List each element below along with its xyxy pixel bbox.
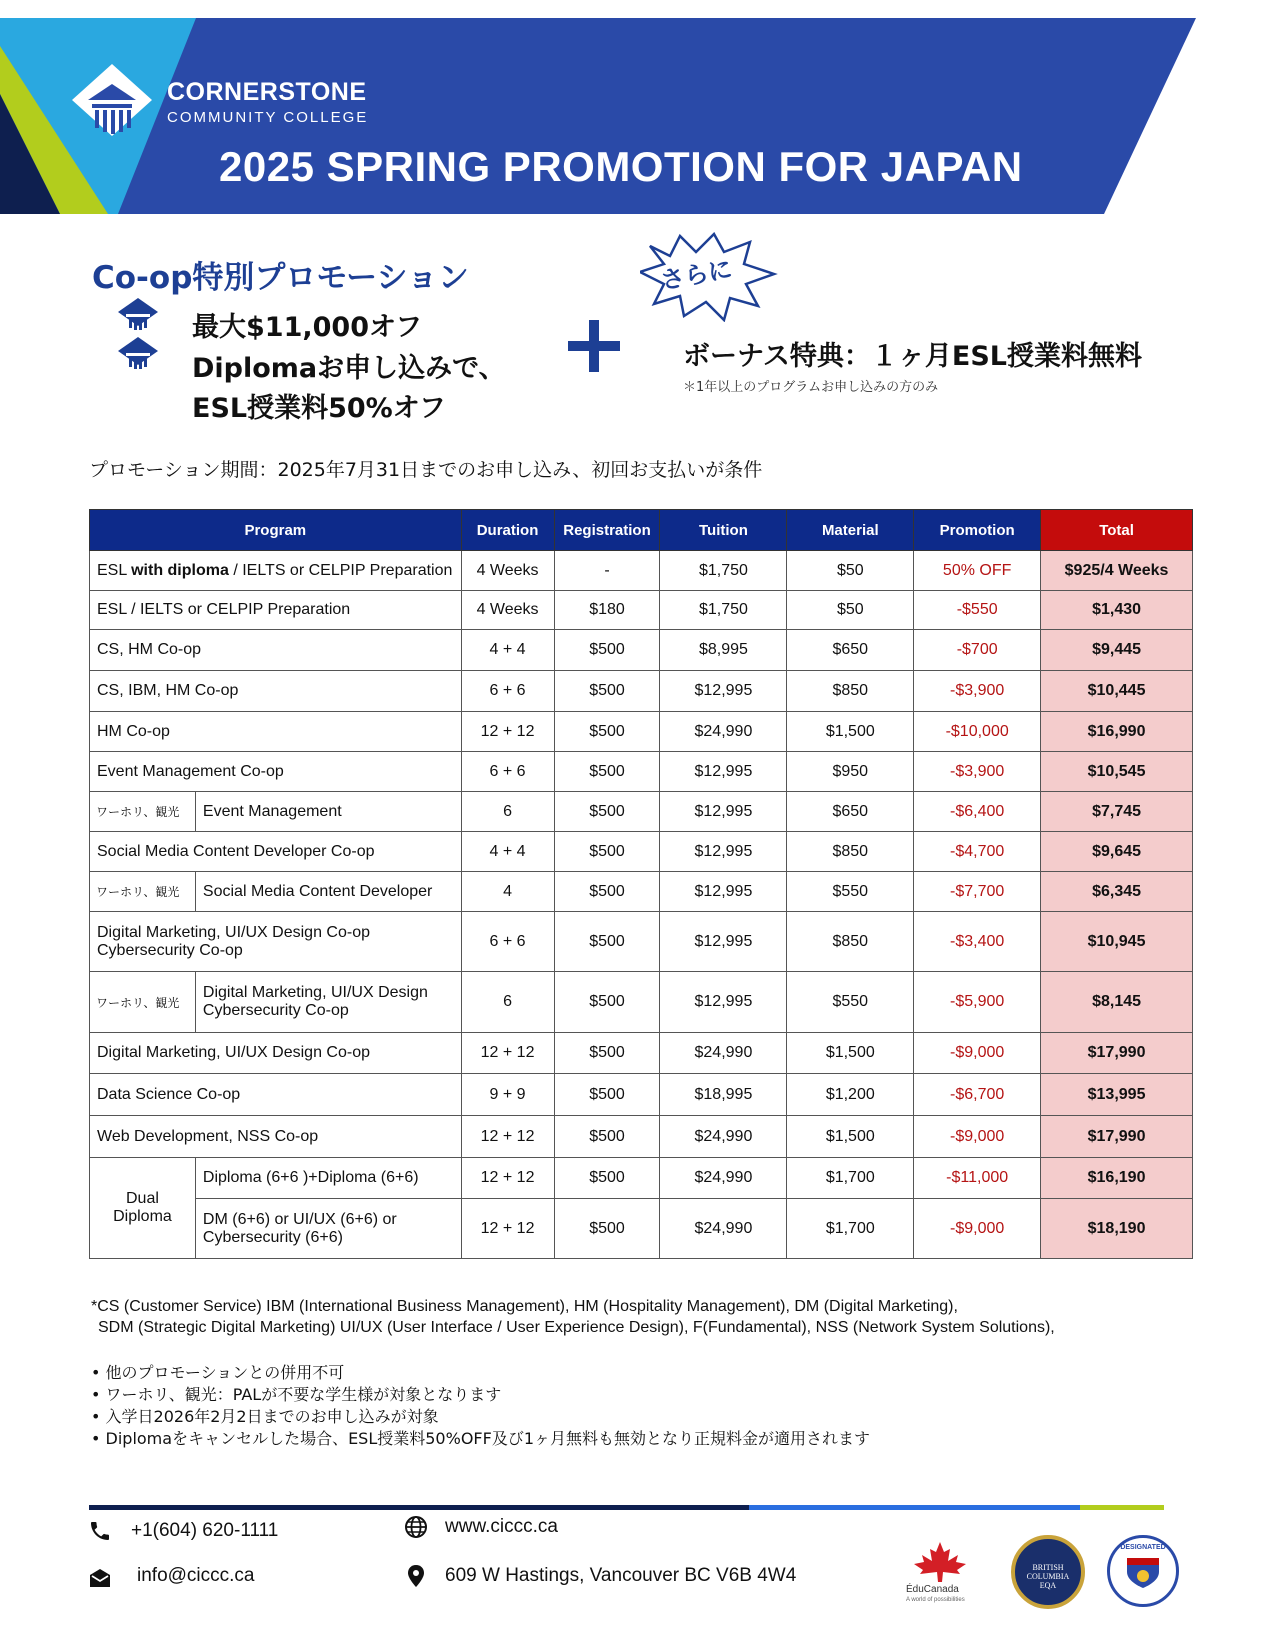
table-row xyxy=(90,872,1193,912)
material-cell: $50 xyxy=(787,591,914,630)
program-cell: HM Co-op xyxy=(90,712,462,752)
tuition-cell: $12,995 xyxy=(660,972,787,1033)
program-text: / IELTS or CELPIP Preparation xyxy=(228,561,453,579)
registration-cell: $500 xyxy=(554,792,660,832)
program-cell xyxy=(195,972,461,1033)
table-header-row xyxy=(90,510,1193,551)
footer-divider xyxy=(89,1505,749,1510)
registration-cell: $500 xyxy=(554,1158,660,1199)
program-line: Digital Marketing, UI/UX Design xyxy=(202,984,428,1001)
total-cell: $8,145 xyxy=(1041,972,1193,1033)
program-cell xyxy=(90,551,462,591)
phone-icon xyxy=(88,1519,112,1543)
program-cell: Event Management xyxy=(195,792,461,832)
promo-esl-discount: ESL授業料50%オフ xyxy=(192,393,446,424)
college-logo-icon xyxy=(72,64,152,142)
visa-tag-cell: ワーホリ、観光 xyxy=(90,792,196,832)
material-cell: $850 xyxy=(787,912,914,972)
duration-cell: 4 + 4 xyxy=(461,832,554,872)
dual-label: Dual xyxy=(126,1190,159,1207)
program-cell: ESL / IELTS or CELPIP Preparation xyxy=(90,591,462,630)
material-cell: $1,500 xyxy=(787,712,914,752)
duration-cell: 6 + 6 xyxy=(461,752,554,792)
tuition-cell: $1,750 xyxy=(660,551,787,591)
col-header-material: Material xyxy=(787,510,914,551)
tuition-cell: $18,995 xyxy=(660,1074,787,1116)
street-address: 609 W Hastings, Vancouver BC V6B 4W4 xyxy=(445,1565,797,1586)
table-row xyxy=(90,712,1193,752)
table-row xyxy=(90,832,1193,872)
col-header-duration: Duration xyxy=(461,510,554,551)
program-cell: Data Science Co-op xyxy=(90,1074,462,1116)
promotion-cell: -$9,000 xyxy=(914,1033,1041,1074)
promotion-cell: -$7,700 xyxy=(914,872,1041,912)
dual-label: Diploma xyxy=(113,1208,172,1225)
abbreviations-line: *CS (Customer Service) IBM (International Business Management), HM (Hospitality Management), DM (Digital Marketing), xyxy=(91,1298,958,1315)
material-cell: $1,700 xyxy=(787,1158,914,1199)
material-cell: $1,700 xyxy=(787,1199,914,1259)
table-row xyxy=(90,591,1193,630)
page-headline: 2025 SPRING PROMOTION FOR JAPAN xyxy=(219,143,1023,190)
pillar-bullet-icon xyxy=(118,337,158,371)
tuition-cell: $24,990 xyxy=(660,1199,787,1259)
mail-icon xyxy=(88,1566,112,1590)
total-cell: $9,645 xyxy=(1041,832,1193,872)
promotion-cell: -$9,000 xyxy=(914,1116,1041,1158)
material-cell: $850 xyxy=(787,671,914,712)
material-cell: $1,500 xyxy=(787,1033,914,1074)
educanada-tagline: A world of possibilities xyxy=(906,1597,965,1603)
registration-cell: $500 xyxy=(554,1116,660,1158)
location-pin-icon xyxy=(404,1564,428,1588)
program-cell: Event Management Co-op xyxy=(90,752,462,792)
program-cell: Web Development, NSS Co-op xyxy=(90,1116,462,1158)
pricing-table xyxy=(89,509,1193,1259)
brand-subtitle: COMMUNITY COLLEGE xyxy=(167,109,369,126)
registration-cell: $500 xyxy=(554,630,660,671)
plus-icon xyxy=(568,320,620,372)
tuition-cell: $24,990 xyxy=(660,1116,787,1158)
program-cell: Diploma (6+6 )+Diploma (6+6) xyxy=(195,1158,461,1199)
registration-cell: - xyxy=(554,551,660,591)
bc-eqa-seal xyxy=(1011,1535,1085,1609)
pillar-bullet-icon xyxy=(118,298,158,332)
table-row xyxy=(90,1033,1193,1074)
tuition-cell: $1,750 xyxy=(660,591,787,630)
table-row xyxy=(90,671,1193,712)
program-cell xyxy=(90,912,462,972)
promotion-cell: -$700 xyxy=(914,630,1041,671)
table-row xyxy=(90,972,1193,1033)
maple-leaf-icon xyxy=(910,1540,970,1582)
table-row xyxy=(90,551,1193,591)
material-cell: $550 xyxy=(787,872,914,912)
total-cell: $10,945 xyxy=(1041,912,1193,972)
duration-cell: 6 + 6 xyxy=(461,912,554,972)
header-banner xyxy=(0,18,1275,214)
registration-cell: $180 xyxy=(554,591,660,630)
promotion-cell: -$3,900 xyxy=(914,752,1041,792)
abbreviations-line: SDM (Strategic Digital Marketing) UI/UX (User Interface / User Experience Design), F(Fundamental), NSS (Network System Solutions), xyxy=(98,1319,1055,1336)
table-row xyxy=(90,1158,1193,1199)
burst-label: さらに xyxy=(658,254,735,296)
promo-diploma-line: Diplomaお申し込みで、 xyxy=(192,353,506,384)
total-cell: $6,345 xyxy=(1041,872,1193,912)
material-cell: $950 xyxy=(787,752,914,792)
duration-cell: 12 + 12 xyxy=(461,712,554,752)
abbreviations-note xyxy=(91,1296,1055,1338)
table-row xyxy=(90,1116,1193,1158)
table-row xyxy=(90,792,1193,832)
promo-title: Co-op特別プロモーション xyxy=(92,260,469,296)
col-header-promotion: Promotion xyxy=(914,510,1041,551)
tuition-cell: $24,990 xyxy=(660,1158,787,1199)
promotion-cell: -$10,000 xyxy=(914,712,1041,752)
total-cell: $16,990 xyxy=(1041,712,1193,752)
program-cell: Social Media Content Developer Co-op xyxy=(90,832,462,872)
designated-label: DESIGNATED xyxy=(1120,1544,1166,1551)
duration-cell: 4 Weeks xyxy=(461,551,554,591)
material-cell: $650 xyxy=(787,792,914,832)
duration-cell: 4 Weeks xyxy=(461,591,554,630)
registration-cell: $500 xyxy=(554,1074,660,1116)
promotion-cell: -$6,400 xyxy=(914,792,1041,832)
seal-text xyxy=(1015,1563,1081,1590)
program-line: Cybersecurity Co-op xyxy=(97,941,243,959)
designated-seal xyxy=(1107,1535,1179,1607)
registration-cell: $500 xyxy=(554,872,660,912)
visa-tag-cell: ワーホリ、観光 xyxy=(90,872,196,912)
material-cell: $550 xyxy=(787,972,914,1033)
registration-cell: $500 xyxy=(554,912,660,972)
bc-crest-icon xyxy=(1125,1556,1161,1590)
brand-name: CORNERSTONE xyxy=(167,78,367,106)
total-cell: $17,990 xyxy=(1041,1033,1193,1074)
promotion-cell: -$9,000 xyxy=(914,1199,1041,1259)
footer-divider xyxy=(1080,1505,1164,1510)
table-row xyxy=(90,1199,1193,1259)
program-cell xyxy=(195,1199,461,1259)
visa-tag-cell: ワーホリ、観光 xyxy=(90,972,196,1033)
registration-cell: $500 xyxy=(554,1199,660,1259)
seal-line: COLUMBIA xyxy=(1026,1572,1070,1581)
globe-icon xyxy=(404,1515,428,1539)
promotion-cell: -$4,700 xyxy=(914,832,1041,872)
bonus-offer: ボーナス特典：１ヶ月ESL授業料無料 xyxy=(683,341,1143,372)
program-line: Cybersecurity (6+6) xyxy=(202,1228,343,1246)
total-cell: $7,745 xyxy=(1041,792,1193,832)
registration-cell: $500 xyxy=(554,752,660,792)
material-cell: $650 xyxy=(787,630,914,671)
program-cell: Social Media Content Developer xyxy=(195,872,461,912)
duration-cell: 4 + 4 xyxy=(461,630,554,671)
duration-cell: 9 + 9 xyxy=(461,1074,554,1116)
material-cell: $1,200 xyxy=(787,1074,914,1116)
email-address[interactable]: info@ciccc.ca xyxy=(137,1565,255,1586)
seal-line: EQA xyxy=(1039,1581,1057,1590)
condition-item: • 他のプロモーションとの併用不可 xyxy=(91,1363,345,1382)
registration-cell: $500 xyxy=(554,832,660,872)
col-header-registration: Registration xyxy=(554,510,660,551)
duration-cell: 12 + 12 xyxy=(461,1033,554,1074)
duration-cell: 12 + 12 xyxy=(461,1116,554,1158)
footer-divider xyxy=(749,1505,1080,1510)
program-line: Digital Marketing, UI/UX Design Co-op xyxy=(97,923,370,941)
col-header-tuition: Tuition xyxy=(660,510,787,551)
program-cell: CS, HM Co-op xyxy=(90,630,462,671)
total-cell: $10,445 xyxy=(1041,671,1193,712)
total-cell: $925/4 Weeks xyxy=(1041,551,1193,591)
table-row xyxy=(90,912,1193,972)
total-cell: $10,545 xyxy=(1041,752,1193,792)
educanada-badge xyxy=(906,1540,990,1616)
conditions-list xyxy=(91,1362,870,1450)
material-cell: $50 xyxy=(787,551,914,591)
bonus-note: ＊1年以上のプログラムお申し込みの方のみ xyxy=(683,380,939,395)
total-cell: $9,445 xyxy=(1041,630,1193,671)
table-row xyxy=(90,752,1193,792)
website-link[interactable]: www.ciccc.ca xyxy=(445,1516,558,1537)
program-line: Cybersecurity Co-op xyxy=(202,1002,349,1019)
promo-max-discount: 最大$11,000オフ xyxy=(192,312,423,343)
tuition-cell: $12,995 xyxy=(660,872,787,912)
condition-item: • ワーホリ、観光：PALが不要な学生様が対象となります xyxy=(91,1385,502,1404)
promotion-period: プロモーション期間：2025年7月31日までのお申し込み、初回お支払いが条件 xyxy=(89,459,763,481)
registration-cell: $500 xyxy=(554,671,660,712)
seal-line: BRITISH xyxy=(1032,1563,1064,1572)
registration-cell: $500 xyxy=(554,712,660,752)
duration-cell: 6 + 6 xyxy=(461,671,554,712)
promotion-cell: -$6,700 xyxy=(914,1074,1041,1116)
promotion-cell: -$11,000 xyxy=(914,1158,1041,1199)
duration-cell: 6 xyxy=(461,792,554,832)
total-cell: $1,430 xyxy=(1041,591,1193,630)
registration-cell: $500 xyxy=(554,1033,660,1074)
promotion-cell: -$3,900 xyxy=(914,671,1041,712)
total-cell: $18,190 xyxy=(1041,1199,1193,1259)
dual-diploma-cell xyxy=(90,1158,196,1259)
tuition-cell: $24,990 xyxy=(660,1033,787,1074)
promotion-cell: -$3,400 xyxy=(914,912,1041,972)
duration-cell: 12 + 12 xyxy=(461,1199,554,1259)
total-cell: $17,990 xyxy=(1041,1116,1193,1158)
promotion-cell: -$5,900 xyxy=(914,972,1041,1033)
duration-cell: 12 + 12 xyxy=(461,1158,554,1199)
tuition-cell: $12,995 xyxy=(660,792,787,832)
tuition-cell: $12,995 xyxy=(660,671,787,712)
promotion-cell: -$550 xyxy=(914,591,1041,630)
tuition-cell: $12,995 xyxy=(660,752,787,792)
program-line: DM (6+6) or UI/UX (6+6) or xyxy=(202,1210,397,1228)
material-cell: $850 xyxy=(787,832,914,872)
program-cell: Digital Marketing, UI/UX Design Co-op xyxy=(90,1033,462,1074)
col-header-total: Total xyxy=(1041,510,1193,551)
total-cell: $13,995 xyxy=(1041,1074,1193,1116)
phone-number[interactable]: +1(604) 620-1111 xyxy=(131,1520,279,1541)
tuition-cell: $12,995 xyxy=(660,912,787,972)
duration-cell: 4 xyxy=(461,872,554,912)
condition-item: • 入学日2026年2月2日までのお申し込みが対象 xyxy=(91,1407,439,1426)
condition-item: • Diplomaをキャンセルした場合、ESL授業料50%OFF及び1ヶ月無料も無効となり正規料金が適用されます xyxy=(91,1429,870,1448)
total-cell: $16,190 xyxy=(1041,1158,1193,1199)
table-row xyxy=(90,1074,1193,1116)
program-cell: CS, IBM, HM Co-op xyxy=(90,671,462,712)
table-row xyxy=(90,630,1193,671)
program-text: ESL xyxy=(97,561,132,579)
duration-cell: 6 xyxy=(461,972,554,1033)
tuition-cell: $24,990 xyxy=(660,712,787,752)
promotion-cell: 50% OFF xyxy=(914,551,1041,591)
program-emphasis: with diploma xyxy=(131,561,229,579)
registration-cell: $500 xyxy=(554,972,660,1033)
tuition-cell: $8,995 xyxy=(660,630,787,671)
tuition-cell: $12,995 xyxy=(660,832,787,872)
material-cell: $1,500 xyxy=(787,1116,914,1158)
col-header-program: Program xyxy=(90,510,462,551)
educanada-name: ÉduCanada xyxy=(906,1584,959,1595)
